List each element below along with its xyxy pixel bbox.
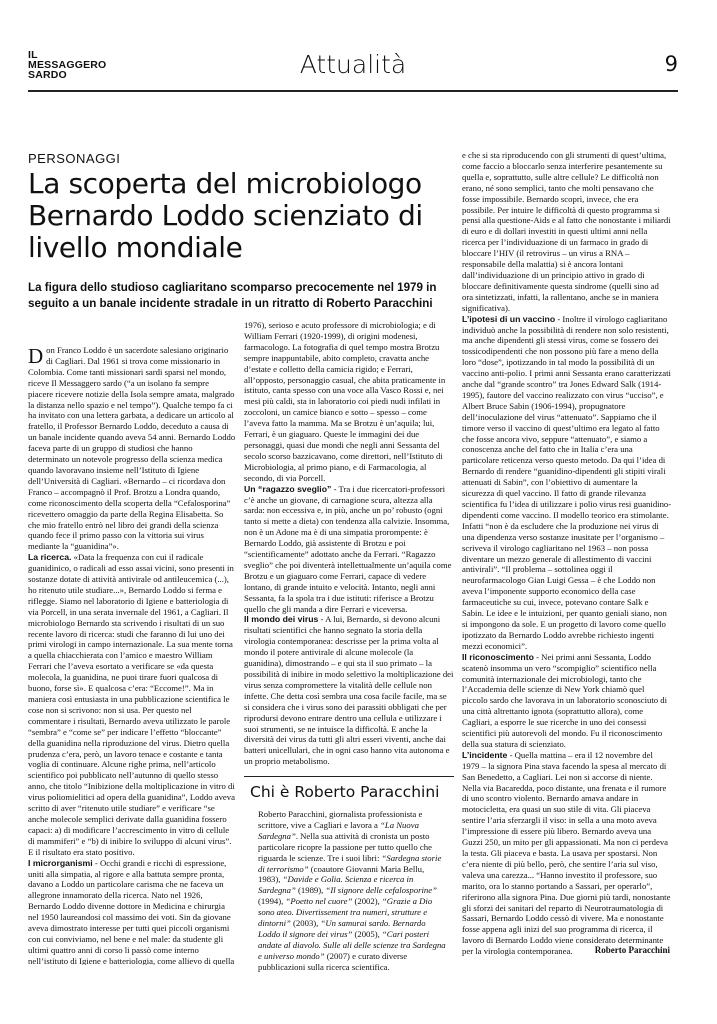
- box-text: . Nella sua attività di cronista un posto particolare ricopre la passione per tutto quello che riguarda le scienze. Tre i suoi libri:: [258, 830, 432, 863]
- subheading: Il mondo dei virus: [244, 614, 319, 625]
- subheading: Il riconoscimento: [462, 651, 534, 662]
- paragraph-text: - Occhi grandi e ricchi di espressione, uniti alla simpatia, al rigore e alla battuta sempre pronta, davano a Loddo un particolare carisma che ne faceva un allegrone innamorato della ricerca. Nato nel 1926, Bernardo Loddo divenne dottore in Medicina e chirurgia nel 1950 laureandosi col massimo dei voti. Sin da giovane aveva dimostrato interesse per tutti quei piccoli organismi con cui conviviamo, nel bene e nel male: da studente gli ultimi quattro anni di corso li passò come interno nell’istituto di Igiene e batteriologia, come allievo di quella: [28, 857, 235, 965]
- subheading: L’ipotesi di un vaccino: [462, 313, 556, 324]
- article-headline: La scoperta del microbiologo Bernardo Loddo scienziato di livello mondiale: [28, 167, 423, 264]
- paragraph: [28, 345, 236, 552]
- box-text: (coautore Giovanni Maria Bellu, 1983),: [258, 863, 425, 885]
- box-italic: “Un samurai sardo. Bernardo Loddo il signore dei virus”: [258, 918, 426, 939]
- paragraph: [462, 750, 672, 957]
- box-text: (2005),: [352, 928, 382, 939]
- paragraph-text: - A lui, Bernardo, si devono alcuni risultati scientifici che hanno segnato la storia della virologia contemporanea: descrisse per la prima volta al mondo il potere antivirale di alcune molecole (la guanidina), dimostrando – e qui sta il suo primato – la possibilità di inibire in modo selettivo la moltiplicazione dei virus senza compromettere la vitalità delle cellule non infette. Che detta così sembra una cosa facile facile, ma se si considera che i virus sono dei parassiti obbligati che per riprodursi devono entrare dentro una cellula e utilizzare i suoi strumenti, se ne intuisce la difficoltà. E anche la diversità dei virus da tutti gli altri esseri viventi, anche dai batteri unicellulari, che in ogni caso hanno vita autonoma e un proprio metabolismo.: [244, 614, 454, 767]
- paragraph: [244, 614, 454, 767]
- paragraph-text: - Tra i due ricercatori-professori c’è anche un giovane, di carnagione scura, altezza alla sarda: non eccessiva e, in più, anche un po’ robusto (ogni tanto si mette a dieta) con tendenza alla calvizie. Insomma, non è un Adone ma è di una simpatia prorompente: è Bernardo Loddo, già assistente di Brotzu e poi “scientificamente” adottato anche da Ferrari. “Ragazzo sveglio” che poi diventerà intellettualmente un’aquila come Brotzu e un giaguaro come Ferrari, capace di vedere lontano, di grande intuito e velocità. Intanto, negli anni Sessanta, fa la spola tra i due istituti: riferisce a Brotzu quello che gli manda a dire Ferrari e viceversa.: [244, 483, 452, 614]
- author-box: [244, 776, 454, 972]
- masthead: [28, 50, 678, 92]
- paragraph-text: - Nei primi anni Sessanta, Loddo scatenò insomma un vero “scompiglio” scientifico nella comunità internazionale dei microbiologi, tanto che l’Accademia delle scienze di New York chiamò quel piccolo sardo che lavorava in un laboratorio sconosciuto di una città altrettanto ignota (soprattutto allora), come Cagliari, a esporre le sue ricerche in uno dei consessi scientifici più autorevoli del mondo. Fu il riconoscimento della sua statura di scienziato.: [462, 651, 668, 749]
- box-italic: “Il signore delle cefalosporine”: [325, 885, 437, 896]
- section-title: Attualità: [299, 50, 407, 79]
- article-column-3: [462, 150, 672, 960]
- box-text: (1989),: [295, 885, 326, 896]
- article-subhead: La figura dello studioso cagliaritano scomparso precocemente nel 1979 in seguito a un banale incidente stradale in un ritratto di Roberto Paracchini: [28, 281, 437, 310]
- box-text: (2007) e curato diverse pubblicazioni sulla ricerca scientifica.: [258, 950, 408, 972]
- box-italic: “La Nuova Sardegna”: [258, 819, 419, 841]
- subheading: Un “ragazzo sveglio”: [244, 483, 332, 494]
- box-text: (2003),: [290, 918, 321, 929]
- subheading: I microrganismi: [28, 857, 93, 868]
- box-text: (2002),: [352, 896, 382, 907]
- box-italic: “Grazie a Dio sono ateo. Divertissement tra numeri, strutture e dintorni”: [258, 896, 433, 929]
- paragraph: [244, 484, 454, 615]
- paragraph: [462, 314, 672, 652]
- drop-cap: D: [28, 345, 44, 368]
- paragraph-text: on Franco Loddo è un sacerdote salesiano originario di Cagliari. Dal 1961 si trova come missionario in Colombia. Come tanti missionari sardi sparsi nel mondo, riceve Il Messaggero sardo (“a un isolano fa sempre piacere ricevere notizie della Isola sempre amata, malgrado la distanza nello spazio e nel tempo”). Qualche tempo fa ci ha invitato con una lettera garbata, a dedicare un articolo al fratello, il Professor Bernardo Loddo, deceduto a causa di un banale incidente quando aveva 54 anni. Bernardo Loddo faceva parte di un gruppo di studiosi che hanno determinato un notevole progresso della scienza medica quando lavoravano insieme nell’Istituto di Igiene dell’Università di Cagliari. «Bernardo – ci ricordava don Franco – accompagnò il Prof. Brotzu a Londra quando, come riconoscimento della scoperta della “Cefalosporina” ricevettero omaggio da parte della Regina Elisabetta. So che mio fratello entrò nel libro dei grandi della scienza quando fece il primo passo con la vittoria sui virus mediante la “guanidina”».: [28, 345, 236, 552]
- page-number: 9: [664, 52, 678, 76]
- box-italic: “Poetto nel cuore”: [285, 896, 353, 907]
- box-text: Roberto Paracchini, giornalista professionista e scrittore, vive a Cagliari e lavora a: [258, 809, 423, 830]
- article-column-2: [244, 320, 454, 768]
- paragraph: [244, 767, 454, 768]
- paragraph: [462, 652, 672, 750]
- box-italic: “Davide e Golia. Scienza e ricerca in Sardegna”: [258, 874, 414, 896]
- paragraph: [28, 552, 236, 857]
- article-kicker: PERSONAGGI: [28, 151, 121, 166]
- paragraph-text: - Quella mattina – era il 12 novembre del 1979 – la signora Pina stava facendo la spesa al mercato di San Benedetto, a Cagliari. Lei non si accorse di niente. Nella via Bacaredda, poco distante, una frenata e il rumore di uno scontro violento. Bernardo amava andare in motocicletta, era quasi un suo stile di vita. Gli piaceva sentire l’aria sferzargli il viso: in sella a una moto aveva l’impressione di essere più libero. Bernardo aveva una Guzzi 250, un mito per gli appassionati. Ma non ci perdeva la testa. Gli piaceva e basta. La usava per spostarsi. Non c’era niente di più bello, però, che sentire l’aria sul viso, valeva una carezza... “Hanno investito il professore, suo marito, ora lo stanno portando a Sassari, per operarlo”, riferirono alla signora Pina. Due giorni più tardi, nonostante gli sforzi dei sanitari del reparto di Neurotraumatologia di Sassari, Bernardo Loddo cessò di vivere. Ma e nonostante fosse appena agli inizi del suo programma di ricerca, il lavoro di Bernardo Loddo viene considerato determinante per la virologia contemporanea.: [462, 749, 671, 957]
- paragraph: [28, 858, 236, 965]
- box-text: (1994),: [258, 896, 286, 907]
- paragraph-text: e che si sta riproducendo con gli strumenti di quest’ultima, come faccio a bloccarlo senza interferire pesantemente su quella e, soprattutto, sulle altre cellule? Le difficoltà non erano, né sono semplici, tanto che molti pensavano che fosse impossibile. Bernardo scoprì, invece, che era possibile. Per intuire le difficoltà di questo programma si pensi alla questione-Aids e al fatto che nonostante i miliardi di euro e di dollari investiti in questi ultimi anni nella ricerca per l’individuazione di un farmaco in grado di bloccare l’HIV (il retrovirus – un virus a RNA – responsabile della malattia) si è ancora lontani dall’individuazione di un principio attivo in grado di bloccare definitivamente questa sindrome (quelli sino ad ora sintetizzati, infatti, la rallentano, anche se in maniera significativa).: [462, 150, 671, 313]
- article-column-1: [28, 345, 236, 965]
- logo-line-2: MESSAGGERO: [28, 59, 107, 71]
- paragraph-text: «Data la frequenza con cui il radicale guanidinico, o radicali ad esso assai vicini, sono presenti in sostanze dotate di attività antivirale od antileucemica (...), ho ritenuto utile studiare...», Bernardo Loddo si ferma e riflegge. Siamo nel laboratorio di Igiene e batteriologia di via Porcell, in una serata invernale del 1961, a Cagliari. Il microbiologo Bernardo sta scrivendo i risultati di un suo recente lavoro di ricerca: studi che faranno di lui uno dei primi virologi in campo internazionale. La sua mente torna a quella chiacchierata con l’amico e maestro William Ferrari che l’aveva esortato a verificare se «da questa molecola, la guanidina, ne puoi tirare fuori qualcosa di buono, forse sì». E qualcosa c’era: “Eccome!”. Ma in maniera così entusiasta in una pubblicazione scientifica le cose non si scrivono: non si usa. Per questo nel commentare i risultati, Bernardo aveva utilizzato le parole “sembra” e “come se” per indicare l’effetto “bloccante” della guanidina nella riproduzione del virus. Dietro quella prudenza c’era, però, un lavoro tenace e costante e tanta voglia di continuare. Alcune righe prima, nell’articolo scientifico poi pubblicato nell’autunno di quello stesso anno, che titolo “Inibizione della moltiplicazione in vitro di virus poliomielitici ad opera della guanidina”, Loddo aveva scritto di aver “ritenuto utile studiare” e verificare “se anche molecole semplici derivate dalla guanidina fossero capaci: a) di modificare l’accrescimento in vitro di cellule di mammiferi” e “b) di inibire lo sviluppo di alcuni virus”. E il risultato era stato positivo.: [28, 552, 235, 857]
- box-italic: “Sardegna storie di terrorismo”: [258, 852, 442, 874]
- author-signature: Roberto Paracchini: [594, 945, 670, 955]
- paragraph: [462, 150, 672, 314]
- logo-line-3: SARDO: [28, 69, 67, 81]
- subheading: La ricerca.: [28, 552, 72, 563]
- box-italic: “Cari posteri andate al diavolo. Sulle ali delle scienze tra Sardegna e universo mondo”: [258, 928, 446, 961]
- author-box-title: Chi è Roberto Paracchini: [250, 783, 440, 801]
- subheading: L’incidente: [462, 749, 508, 760]
- author-box-text: [244, 807, 454, 973]
- subheading: [244, 767, 361, 768]
- logo-line-1: IL: [28, 49, 38, 61]
- paragraph-text: 1976), serioso e acuto professore di microbiologia; e di William Ferrari (1920-1999), di origini modenesi, farmacologo. La fotografia di quel tempo mostra Brotzu sempre inappuntabile, abito completo, cravatta anche d’estate e colletto della camicia rigido; e Ferrari, all’opposto, personaggio casual, che abita praticamente in istituto, canta spesso con una voce alla Vasco Rossi e, nei mesi più caldi, sta in laboratorio coi piedi nudi infilati in zoccoloni, un camice bianco e sotto – spesso – come l’aveva fatto la mamma. Ma se Brotzu è un’aquila; lui, Ferrari, è un giaguaro. Queste le immagini dei due personaggi, quasi due mondi che negli anni Sessanta del secolo scorso bazzicavano, come direttori, nell’Istituto di Microbiologia, al primo piano, e di Farmacologia, al secondo, di via Porcell.: [244, 320, 446, 483]
- paragraph-text: - Inoltre il virologo cagliaritano individuò anche la possibilità di rendere non solo resistenti, ma anche dipendenti gli stessi virus, come se fossero dei tossicodipendenti che non possono più fare a meno della loro “dose”, ipotizzando in tal modo la possibilità di un vaccino anti-polio. I primi anni Sessanta erano caratterizzati anche dal “grande scontro” tra Jones Edward Salk (1914-1995), fautore del vaccino realizzato con virus “ucciso”, e Albert Bruce Sabin (1906-1994), propugnatore dell’inoculazione del virus “attenuato”. Sappiamo che il timore verso il vaccino di quest’ultimo era legato al fatto che fosse ancora vivo, seppure “attenuato”, e siamo a conoscenza anche del fatto che in Italia c’era una particolare reticenza verso questo metodo. Da qui l’idea di Bernardo di rendere “guanidino-dipendenti gli stipiti virali attenuati di Sabin”, con l’obiettivo di aumentare la sicurezza di quel vaccino. Il fatto di grande rilevanza scientifica fu l’idea di utilizzare i polio virus resi guanidino-dipendenti come vaccino. Il modello teorico era stimolante. Infatti “non è da escludere che la produzione nei virus di una dipendenza verso sostanze inusitate per l’organismo – scriveva il virologo cagliaritano nel 1963 – non possa diventare un mezzo generale di allestimento di vaccini antivirali”. “Il problema – sottolinea oggi il neurofarmacologo Gian Luigi Gessa – è che Loddo non aveva l’imponente supporto economico della case farmaceutiche su cui, invece, potevano contare Salk e Sabin. Le idee e le intuizioni, per quanto geniali siano, non si impongono da sole. E un progetto di lavoro come quello ipotizzato da Bernardo Loddo avrebbe richiesto ingenti mezzi economici”.: [462, 313, 672, 651]
- paragraph: [244, 320, 454, 484]
